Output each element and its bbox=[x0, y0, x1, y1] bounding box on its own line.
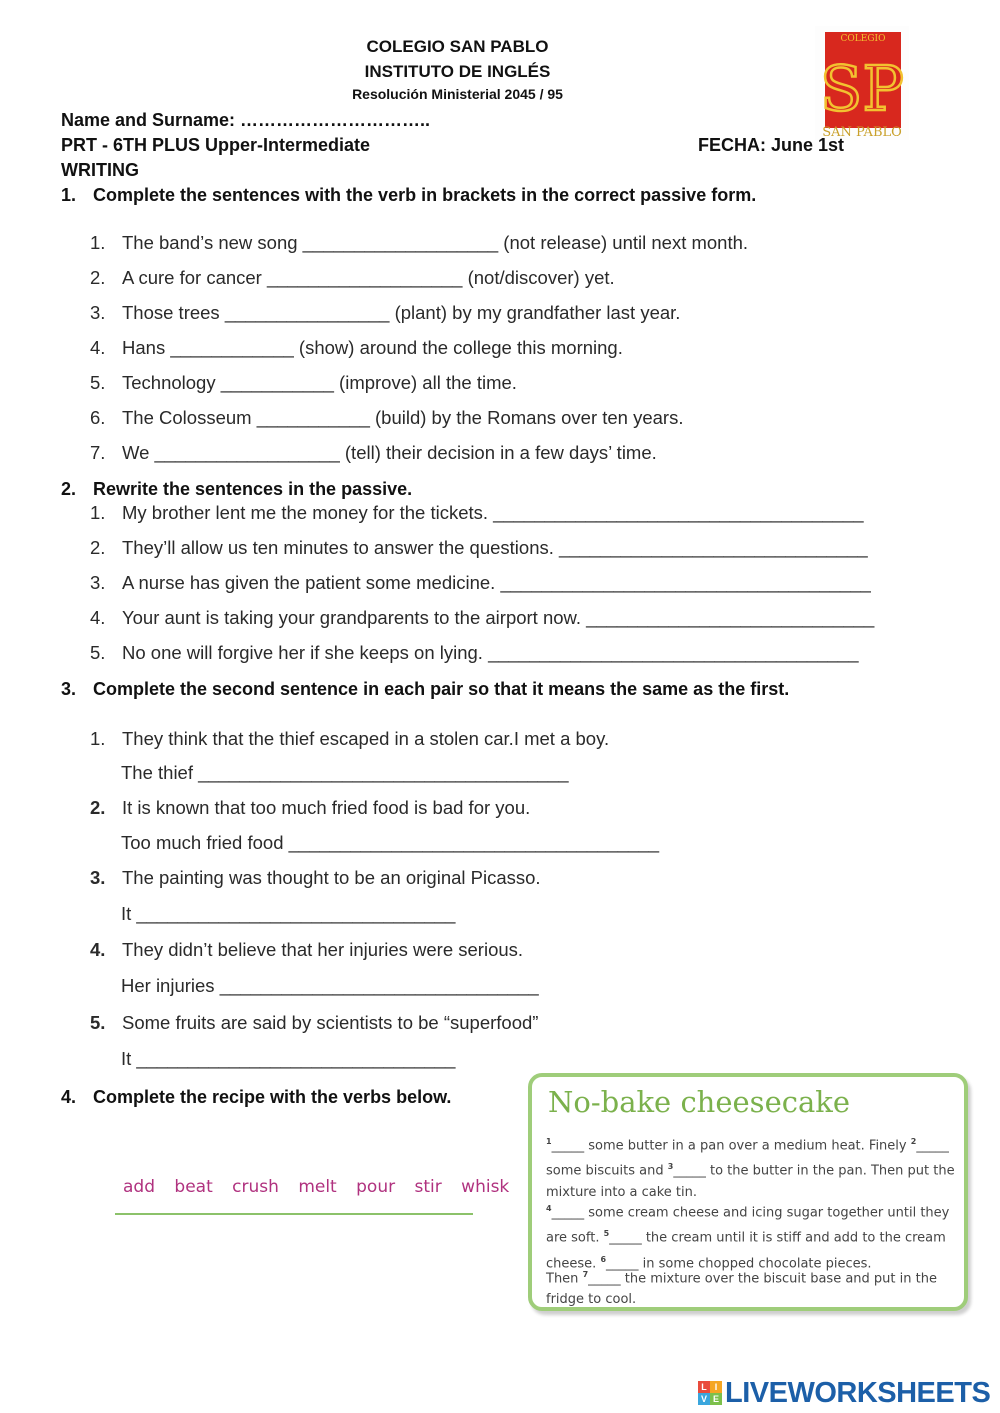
recipe-gap[interactable]: _____ bbox=[606, 1255, 639, 1271]
recipe-gap[interactable]: _____ bbox=[551, 1138, 585, 1154]
ex1-item: 7. We __________________ (tell) their decision in a few days’ time. bbox=[90, 442, 657, 463]
ex3-heading bbox=[61, 679, 789, 700]
course-label: PRT - 6TH PLUS Upper-Intermediate bbox=[61, 135, 371, 155]
ex2-title: Rewrite the sentences in the passive. bbox=[93, 479, 413, 499]
ex3-answer: Too much fried food ____________________________________ bbox=[121, 832, 660, 853]
ex1-title: Complete the sentences with the verb in brackets in the correct passive form. bbox=[93, 185, 757, 205]
recipe-box bbox=[528, 1073, 968, 1311]
verb-word: crush bbox=[232, 1177, 279, 1197]
school-logo bbox=[815, 26, 909, 140]
recipe-paragraph-1: $^1$_____ some butter in a pan over a medium heat. Finely $^2$_____ some biscuits and $^3$_____ to the butter in the pan. Then put the mixture into a cake tin. bbox=[546, 1137, 955, 1200]
verb-underline bbox=[115, 1213, 473, 1215]
liveworksheets-brand bbox=[698, 1378, 990, 1408]
ex2-heading bbox=[61, 479, 412, 500]
name-line: Name and Surname: ………………………….. bbox=[61, 110, 431, 130]
ex2-item: 2. They’ll allow us ten minutes to answer the questions. ______________________________ bbox=[90, 537, 868, 558]
ex4-number: 4. bbox=[61, 1087, 77, 1107]
brand-name: LIVEWORKSHEETS bbox=[725, 1376, 991, 1409]
verb-word: stir bbox=[414, 1177, 442, 1197]
recipe-gap[interactable]: _____ bbox=[588, 1271, 621, 1287]
ex2-item: 3. A nurse has given the patient some medicine. ____________________________________ bbox=[90, 572, 871, 593]
ex3-item: 4. They didn’t believe that her injuries were serious. bbox=[90, 939, 524, 960]
ex1-item: 2. A cure for cancer ___________________ (not/discover) yet. bbox=[90, 267, 615, 288]
recipe-paragraph-2: $^4$_____ some cream cheese and icing sugar together until they are soft. $^5$_____ the cream until it is stiff and add to the cream cheese. $^6$_____ in some chopped chocolate pieces. bbox=[546, 1204, 950, 1271]
ex1-item: 6. The Colosseum ___________ (build) by the Romans over ten years. bbox=[90, 407, 684, 428]
ex2-number: 2. bbox=[61, 479, 77, 499]
ex3-item: 2. It is known that too much fried food is bad for you. bbox=[90, 797, 531, 818]
ex2-item: 4. Your aunt is taking your grandparents to the airport now. ____________________________ bbox=[90, 607, 875, 628]
ex1-item: 4. Hans ____________ (show) around the college this morning. bbox=[90, 337, 623, 358]
ex3-answer: It _______________________________ bbox=[121, 903, 456, 924]
ex1-item: 1. The band’s new song ___________________ (not release) until next month. bbox=[90, 232, 749, 253]
verb-word: beat bbox=[174, 1177, 213, 1197]
ex1-item: 3. Those trees ________________ (plant) by my grandfather last year. bbox=[90, 302, 681, 323]
ex3-answer: Her injuries _______________________________ bbox=[121, 975, 539, 996]
ex4-title: Complete the recipe with the verbs below. bbox=[93, 1087, 452, 1107]
institute-name: INSTITUTO DE INGLÉS bbox=[364, 62, 551, 81]
ex1-number: 1. bbox=[61, 185, 77, 205]
ex3-item: 5. Some fruits are said by scientists to be “superfood” bbox=[90, 1012, 539, 1033]
ex3-answer: The thief ____________________________________ bbox=[121, 762, 569, 783]
ex2-item: 1. My brother lent me the money for the tickets. ____________________________________ bbox=[90, 502, 864, 523]
verb-word: add bbox=[123, 1177, 155, 1197]
date-label: FECHA: June 1st bbox=[698, 135, 845, 155]
ex3-item: 3. The painting was thought to be an original Picasso. bbox=[90, 867, 541, 888]
section-label: WRITING bbox=[61, 160, 139, 180]
logo-bottom-text: SAN PABLO bbox=[822, 125, 902, 140]
ex1-heading bbox=[61, 185, 756, 206]
verb-list bbox=[123, 1177, 523, 1197]
verb-word: whisk bbox=[461, 1177, 510, 1197]
brand-mark-icon: L I V E bbox=[698, 1381, 722, 1405]
ex3-answer: It _______________________________ bbox=[121, 1048, 456, 1069]
ex3-number: 3. bbox=[61, 679, 77, 699]
ex1-item: 5. Technology ___________ (improve) all the time. bbox=[90, 372, 517, 393]
logo-emblem bbox=[815, 26, 909, 140]
recipe-gap[interactable]: _____ bbox=[673, 1163, 706, 1179]
ex3-title: Complete the second sentence in each pair so that it means the same as the first. bbox=[93, 679, 790, 699]
ex4-heading bbox=[61, 1087, 451, 1108]
recipe-title: No-bake cheesecake bbox=[548, 1085, 850, 1119]
recipe-gap[interactable]: _____ bbox=[551, 1205, 585, 1221]
verb-word: pour bbox=[356, 1177, 396, 1197]
logo-top-text: COLEGIO bbox=[840, 34, 886, 44]
ex3-item: 1. They think that the thief escaped in a stolen car.I met a boy. bbox=[90, 728, 610, 749]
recipe-gap[interactable]: _____ bbox=[916, 1138, 949, 1154]
resolution: Resolución Ministerial 2045 / 95 bbox=[352, 86, 563, 102]
recipe-gap[interactable]: _____ bbox=[609, 1230, 642, 1246]
school-name: COLEGIO SAN PABLO bbox=[366, 37, 549, 56]
ex2-item: 5. No one will forgive her if she keeps on lying. ____________________________________ bbox=[90, 642, 859, 663]
recipe-paragraph-3: Then $^7$_____ the mixture over the biscuit base and put in the fridge to cool. bbox=[546, 1270, 937, 1308]
verb-word: melt bbox=[298, 1177, 337, 1197]
logo-initials: SP bbox=[819, 52, 905, 125]
